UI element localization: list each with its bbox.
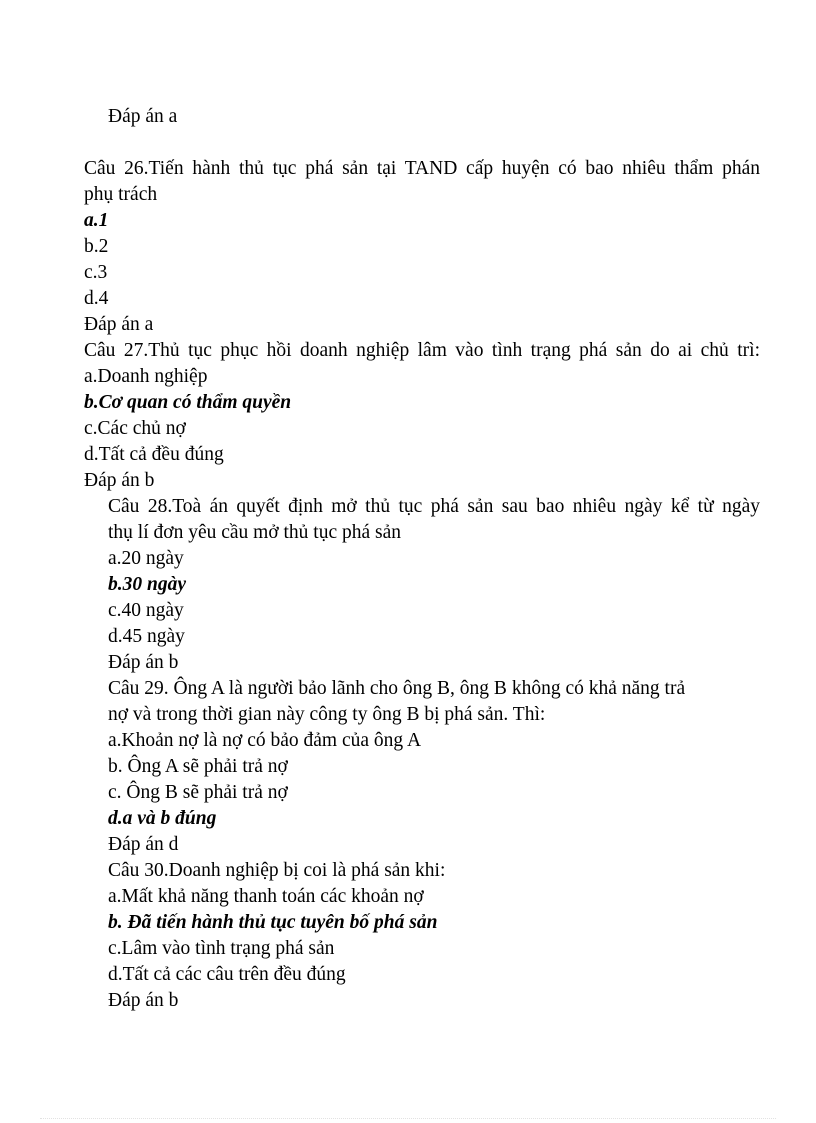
q26-option-c: c.3 xyxy=(84,262,108,283)
question-27: Câu 27.Thủ tục phục hồi doanh nghiệp lâm vào tình trạng phá sản do ai chủ trì: xyxy=(84,340,760,361)
q30-option-d: d.Tất cả các câu trên đều đúng xyxy=(108,964,346,985)
question-29-continued: nợ và trong thời gian này công ty ông B bị phá sản. Thì: xyxy=(108,704,546,725)
q28-option-c: c.40 ngày xyxy=(108,600,184,621)
q30-option-b-correct: b. Đã tiến hành thủ tục tuyên bố phá sản xyxy=(108,912,438,933)
question-26: Câu 26.Tiến hành thủ tục phá sản tại TAND cấp huyện có bao nhiêu thẩm phán xyxy=(84,158,760,179)
q27-option-b-correct: b.Cơ quan có thẩm quyền xyxy=(84,392,292,413)
q26-answer-key: Đáp án a xyxy=(84,314,154,335)
q27-option-c: c.Các chủ nợ xyxy=(84,418,186,439)
q26-option-d: d.4 xyxy=(84,288,109,309)
q28-option-d: d.45 ngày xyxy=(108,626,185,647)
q29-option-b: b. Ông A sẽ phải trả nợ xyxy=(108,756,288,777)
q27-option-d: d.Tất cả đều đúng xyxy=(84,444,224,465)
answer-key-q25: Đáp án a xyxy=(108,106,178,127)
q26-option-b: b.2 xyxy=(84,236,109,257)
question-29: Câu 29. Ông A là người bảo lãnh cho ông B, ông B không có khả năng trả xyxy=(108,678,686,699)
question-28: Câu 28.Toà án quyết định mở thủ tục phá sản sau bao nhiêu ngày kể từ ngày xyxy=(108,496,760,517)
q29-option-d-correct: d.a và b đúng xyxy=(108,808,217,829)
q27-option-a: a.Doanh nghiệp xyxy=(84,366,208,387)
q29-option-a: a.Khoản nợ là nợ có bảo đảm của ông A xyxy=(108,730,422,751)
q30-option-a: a.Mất khả năng thanh toán các khoản nợ xyxy=(108,886,424,907)
q28-option-b-correct: b.30 ngày xyxy=(108,574,186,595)
question-30: Câu 30.Doanh nghiệp bị coi là phá sản khi: xyxy=(108,860,446,881)
page-bottom-rule xyxy=(40,1118,776,1119)
q26-option-a-correct: a.1 xyxy=(84,210,109,231)
question-28-continued: thụ lí đơn yêu cầu mở thủ tục phá sản xyxy=(108,522,402,543)
q28-answer-key: Đáp án b xyxy=(108,652,179,673)
question-26-continued: phụ trách xyxy=(84,184,158,205)
q28-option-a: a.20 ngày xyxy=(108,548,184,569)
q30-answer-key: Đáp án b xyxy=(108,990,179,1011)
q30-option-c: c.Lâm vào tình trạng phá sản xyxy=(108,938,335,959)
q27-answer-key: Đáp án b xyxy=(84,470,155,491)
q29-answer-key: Đáp án d xyxy=(108,834,179,855)
q29-option-c: c. Ông B sẽ phải trả nợ xyxy=(108,782,288,803)
